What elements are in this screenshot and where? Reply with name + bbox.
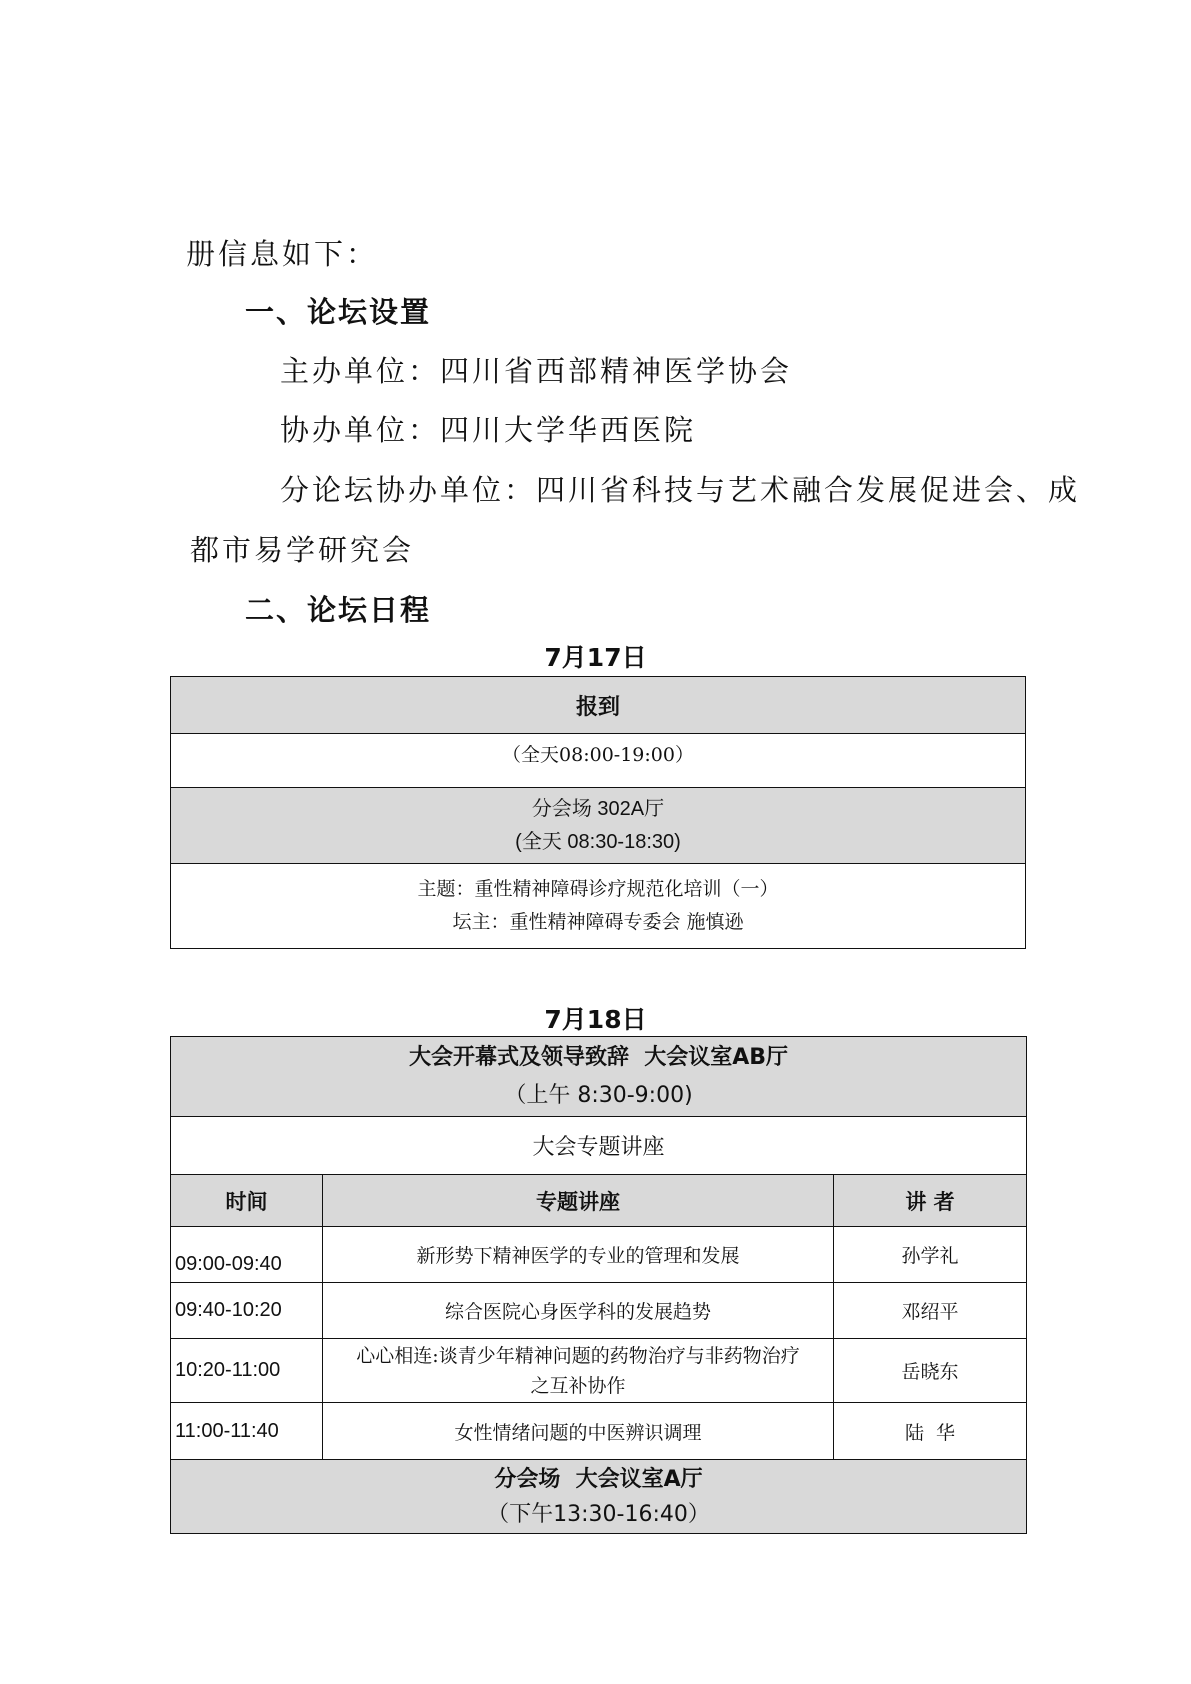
day2-date: 7月18日 xyxy=(544,1005,647,1034)
sub-co-host-line1: 分论坛协办单位：四川省科技与艺术融合发展促进会、成 xyxy=(280,473,1081,507)
row-time: 10:20-11:00 xyxy=(171,1339,323,1403)
afternoon-session-row xyxy=(171,1460,1027,1534)
opening-line2: （上午 8:30-9:00) xyxy=(504,1082,693,1108)
sub-co-host-line2: 都市易学研究会 xyxy=(190,533,415,567)
table-row xyxy=(171,1339,1027,1403)
table-row xyxy=(171,1283,1027,1339)
row-topic-cell xyxy=(323,1339,834,1403)
row-speaker: 陆 华 xyxy=(834,1403,1027,1460)
row-time: 09:40-10:20 xyxy=(171,1283,323,1339)
table-row xyxy=(171,1227,1027,1283)
intro-tail-text: 册信息如下： xyxy=(186,237,379,271)
table-row xyxy=(171,1403,1027,1460)
column-header-time: 时间 xyxy=(171,1175,323,1227)
afternoon-line2: （下午13:30-16:40） xyxy=(487,1501,710,1527)
registration-time-row xyxy=(171,734,1026,788)
lecture-title-row xyxy=(171,1117,1027,1175)
venue-line2: (全天 08:30-18:30) xyxy=(515,830,681,853)
venue-cell xyxy=(171,788,1026,864)
day2-schedule-table xyxy=(170,1036,1027,1534)
row-speaker: 孙学礼 xyxy=(834,1227,1027,1283)
row-topic: 女性情绪问题的中医辨识调理 xyxy=(323,1403,834,1460)
theme-cell xyxy=(171,864,1026,949)
co-host-unit-text: 协办单位：四川大学华西医院 xyxy=(280,413,697,447)
afternoon-line1: 分会场 大会议室A厅 xyxy=(494,1466,703,1492)
lecture-header-row xyxy=(171,1175,1027,1227)
day1-date: 7月17日 xyxy=(544,643,647,672)
row-time: 09:00-09:40 xyxy=(171,1227,323,1283)
theme-row xyxy=(171,864,1026,949)
opening-line1: 大会开幕式及领导致辞 大会议室AB厅 xyxy=(408,1044,789,1070)
opening-row xyxy=(171,1037,1027,1117)
column-header-speaker: 讲 者 xyxy=(834,1175,1027,1227)
row-topic-continued: 之互补协作 xyxy=(530,1374,626,1397)
row-speaker: 岳晓东 xyxy=(834,1339,1027,1403)
row-topic: 综合医院心身医学科的发展趋势 xyxy=(323,1283,834,1339)
theme-text: 主题：重性精神障碍诊疗规范化培训（一） xyxy=(417,878,779,900)
registration-title: 报到 xyxy=(171,677,1026,734)
opening-cell xyxy=(171,1037,1027,1117)
venue-line1: 分会场 302A厅 xyxy=(531,797,665,820)
registration-time: （全天08:00-19:00） xyxy=(171,734,1026,788)
row-speaker: 邓绍平 xyxy=(834,1283,1027,1339)
row-topic: 心心相连:谈青少年精神问题的药物治疗与非药物治疗 xyxy=(356,1344,800,1367)
day1-schedule-table xyxy=(170,676,1026,949)
row-topic: 新形势下精神医学的专业的管理和发展 xyxy=(323,1227,834,1283)
section2-heading: 二、论坛日程 xyxy=(245,593,432,627)
registration-row xyxy=(171,677,1026,734)
host-unit-text: 主办单位：四川省西部精神医学协会 xyxy=(280,354,793,388)
lecture-title: 大会专题讲座 xyxy=(171,1117,1027,1175)
column-header-topic: 专题讲座 xyxy=(323,1175,834,1227)
afternoon-session-cell xyxy=(171,1460,1027,1534)
venue-row xyxy=(171,788,1026,864)
row-time: 11:00-11:40 xyxy=(171,1403,323,1460)
forum-host-text: 坛主：重性精神障碍专委会 施慎逊 xyxy=(452,911,744,933)
section1-heading: 一、论坛设置 xyxy=(245,295,432,329)
